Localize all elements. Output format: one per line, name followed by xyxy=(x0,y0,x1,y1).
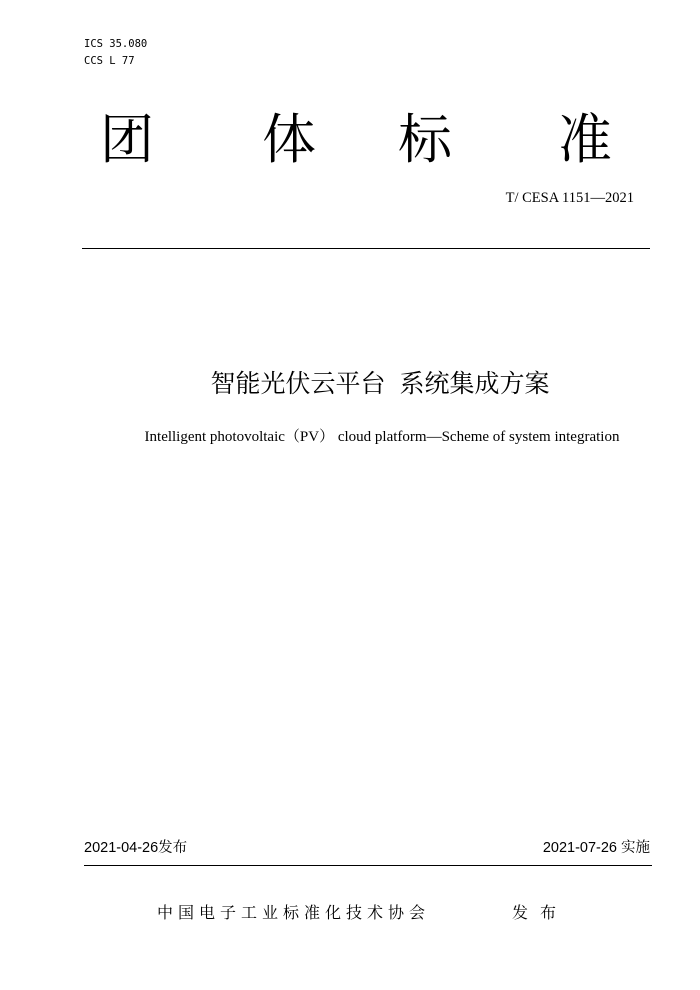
standard-number: T/ CESA 1151—2021 xyxy=(505,190,634,206)
implementation-date-value: 2021-07-26 xyxy=(542,840,617,856)
bottom-divider xyxy=(84,865,652,866)
publisher-name: 中国电子工业标准化技术协会 xyxy=(157,903,431,922)
top-divider xyxy=(82,248,650,249)
ccs-code: CCS L 77 xyxy=(84,55,135,67)
implementation-date-label: 实施 xyxy=(621,840,650,856)
category-char-1: 团 xyxy=(100,108,154,171)
category-char-4: 准 xyxy=(558,108,612,171)
issue-date-value: 2021-04-26 xyxy=(84,840,159,856)
chinese-title-part-2: 系统集成方案 xyxy=(399,369,550,398)
english-title: Intelligent photovoltaic（PV） cloud platform—Scheme of system integration xyxy=(144,429,620,445)
publisher-action: 发布 xyxy=(512,903,569,922)
classification-codes xyxy=(84,36,147,70)
category-char-3: 标 xyxy=(398,108,452,171)
implementation-date xyxy=(543,838,650,858)
chinese-title xyxy=(0,364,700,404)
issue-date xyxy=(84,838,187,858)
category-char-2: 体 xyxy=(262,108,316,171)
chinese-title-part-1: 智能光伏云平台 xyxy=(210,369,386,398)
ics-code: ICS 35.080 xyxy=(84,38,148,50)
issue-date-label: 发布 xyxy=(158,840,188,856)
